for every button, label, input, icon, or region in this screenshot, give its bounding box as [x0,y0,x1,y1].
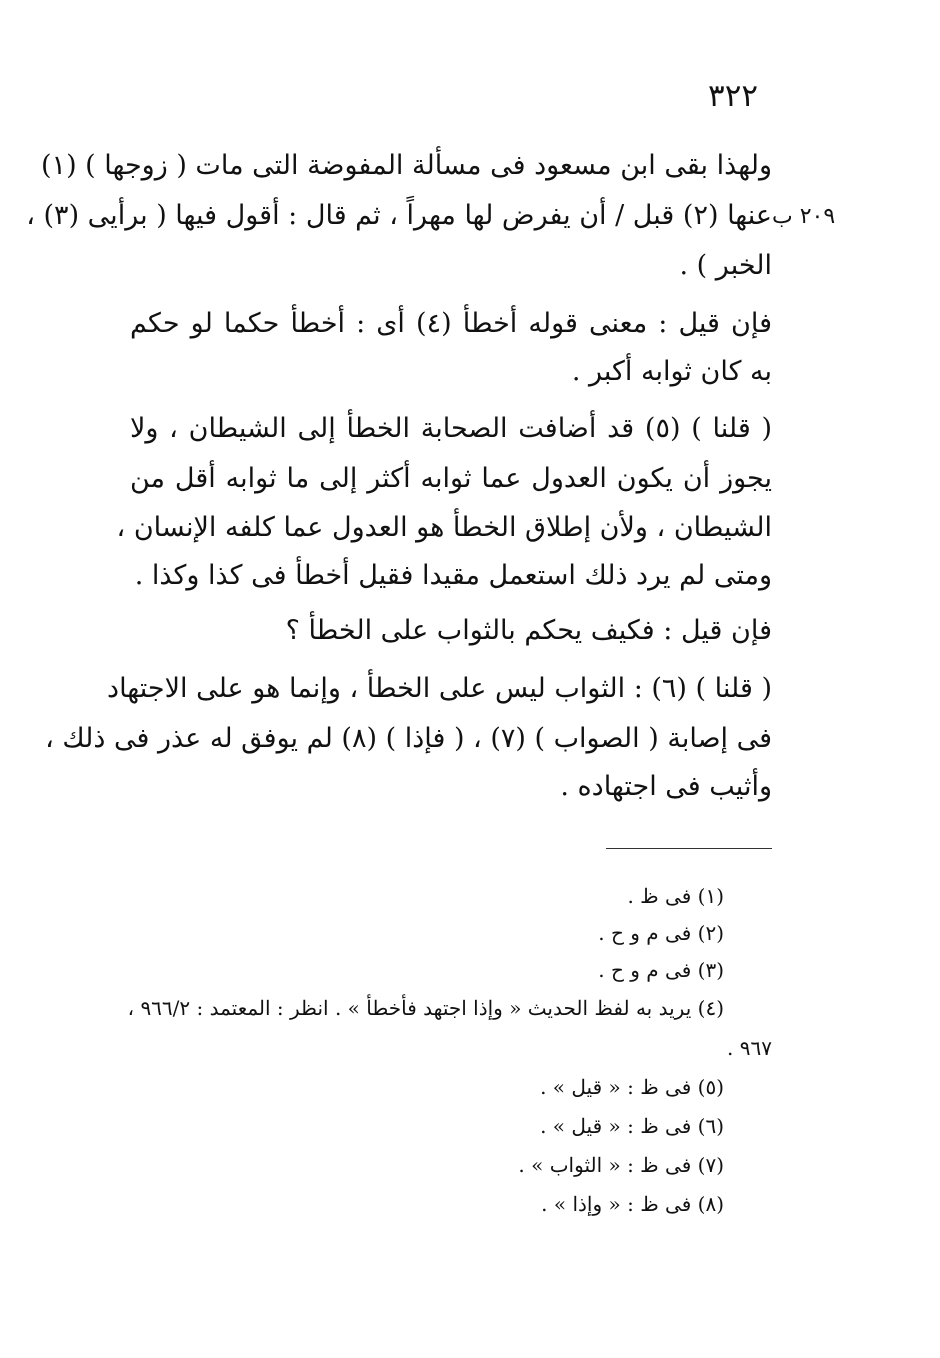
body-line: فإن قيل : معنى قوله أخطأ (٤) أى : أخطأ حكما لو حكم [130,308,773,339]
body-line: ( قلنا ) (٦) : الثواب ليس على الخطأ ، وإنما هو على الاجتهاد [107,673,772,704]
footnote: (٣) فى م و ح . [598,958,724,982]
footnote: (٧) فى ظ : « الثواب » . [518,1153,724,1177]
body-line: به كان ثوابه أكبر . [571,356,772,387]
body-line: يجوز أن يكون العدول عما ثوابه أكثر إلى ما ثوابه أقل من [130,463,772,494]
body-line: الشيطان ، ولأن إطلاق الخطأ هو العدول عما كلفه الإنسان ، [116,512,772,543]
footnote: (٦) فى ظ : « قيل » . [540,1114,724,1138]
footnote: (٥) فى ظ : « قيل » . [540,1075,724,1099]
body-line: ومتى لم يرد ذلك استعمل مقيدا فقيل أخطأ فى كذا وكذا . [134,560,772,591]
footnote: (٤) يريد به لفظ الحديث « وإذا اجتهد فأخطأ » . انظر : المعتمد : ٩٦٦/٢ ، [127,996,724,1020]
footnote-separator [606,848,772,849]
page-number: ٣٢٢ [708,78,758,114]
footnote: (٨) فى ظ : « وإذا » . [541,1192,724,1216]
body-line: عنها (٢) قبل / أن يفرض لها مهراً ، ثم قال : أقول فيها ( برأيى (٣) ، [26,200,772,231]
body-line: ( قلنا ) (٥) قد أضافت الصحابة الخطأ إلى الشيطان ، ولا [130,413,772,444]
body-line: وأثيب فى اجتهاده . [560,771,772,802]
margin-folio-note: ٢٠٩ ب [772,204,836,229]
body-line: فإن قيل : فكيف يحكم بالثواب على الخطأ ؟ [285,615,772,646]
body-line: ولهذا بقى ابن مسعود فى مسألة المفوضة التى مات ( زوجها ) (١) [41,150,772,181]
footnote: (١) فى ظ . [627,884,724,908]
body-line: الخبر ) . [679,250,772,281]
footnote-continuation: ٩٦٧ . [727,1036,772,1060]
footnote: (٢) فى م و ح . [598,921,724,945]
body-line: فى إصابة ( الصواب ) (٧) ، ( فإذا ) (٨) لم يوفق له عذر فى ذلك ، [45,723,772,754]
